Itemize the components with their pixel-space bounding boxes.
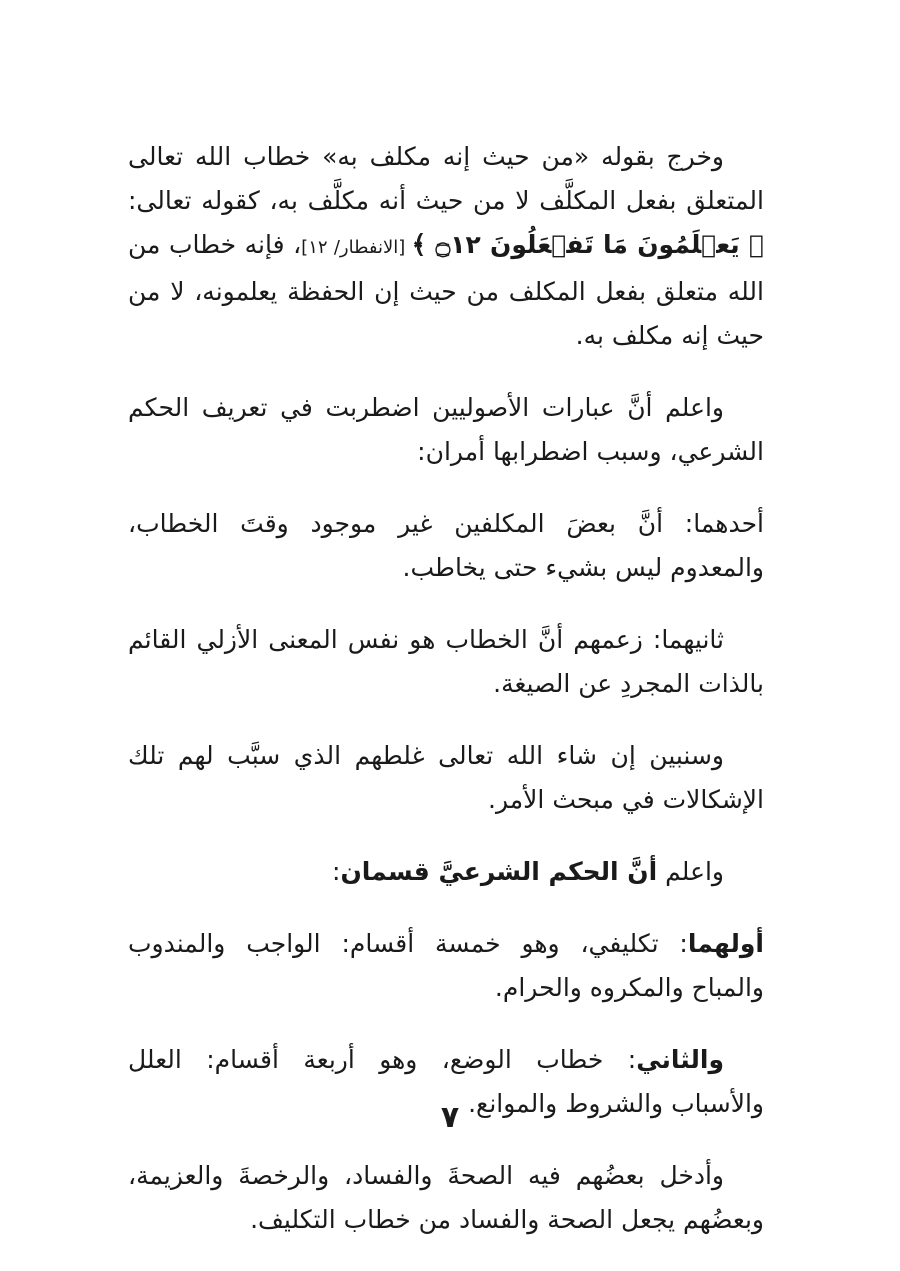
paragraph-7 (128, 922, 764, 1010)
paragraph-6-lead: واعلم (657, 857, 724, 886)
paragraph-4: ثانيهما: زعمهم أنَّ الخطاب هو نفس المعنى الأزلي القائم بالذات المجردِ عن الصيغة. (128, 625, 764, 698)
paragraph-7-text: : تكليفي، وهو خمسة أقسام: الواجب والمندوب والمباح والمكروه والحرام. (128, 929, 764, 1002)
verse-reference: [الانفطار/ ١٢] (301, 237, 412, 258)
paragraph-3: أحدهما: أنَّ بعضَ المكلفين غير موجود وقتَ الخطاب، والمعدوم ليس بشيء حتى يخاطب. (128, 509, 764, 582)
paragraph-1 (128, 135, 764, 358)
paragraph-1-text-b: ، فإنه خطاب من الله متعلق بفعل المكلف من حيث إن الحفظة يعلمونه، لا من حيث إنه مكلف به. (128, 230, 764, 350)
quran-verse: ﴿ يَعۡلَمُونَ مَا تَفۡعَلُونَ ۝١٢ ﴾ (411, 230, 764, 259)
paragraph-5: وسنبين إن شاء الله تعالى غلطهم الذي سبَّب لهم تلك الإشكالات في مبحث الأمر. (128, 741, 764, 814)
paragraph-7-heading: أولهما (687, 929, 764, 958)
paragraph-2: واعلم أنَّ عبارات الأصوليين اضطربت في تعريف الحكم الشرعي، وسبب اضطرابها أمران: (128, 393, 764, 466)
paragraph-8-heading: والثاني (636, 1045, 724, 1074)
paragraph-9: وأدخل بعضُهم فيه الصحةَ والفساد، والرخصةَ والعزيمة، وبعضُهم يجعل الصحة والفساد من خطاب التكليف. (128, 1161, 764, 1234)
paragraph-6-tail: : (332, 857, 341, 886)
page-number: ٧ (440, 1100, 460, 1135)
paragraph-8-text: : خطاب الوضع، وهو أربعة أقسام: العلل والأسباب والشروط والموانع. (128, 1045, 764, 1118)
paragraph-6-bold: أنَّ الحكم الشرعيَّ قسمان (340, 857, 658, 886)
paragraph-1-text-a: وخرج بقوله «من حيث إنه مكلف به» خطاب الله تعالى المتعلق بفعل المكلَّف لا من حيث أنه مكلَّف به، كقوله تعالى: (128, 142, 764, 215)
paragraph-6 (128, 850, 764, 894)
